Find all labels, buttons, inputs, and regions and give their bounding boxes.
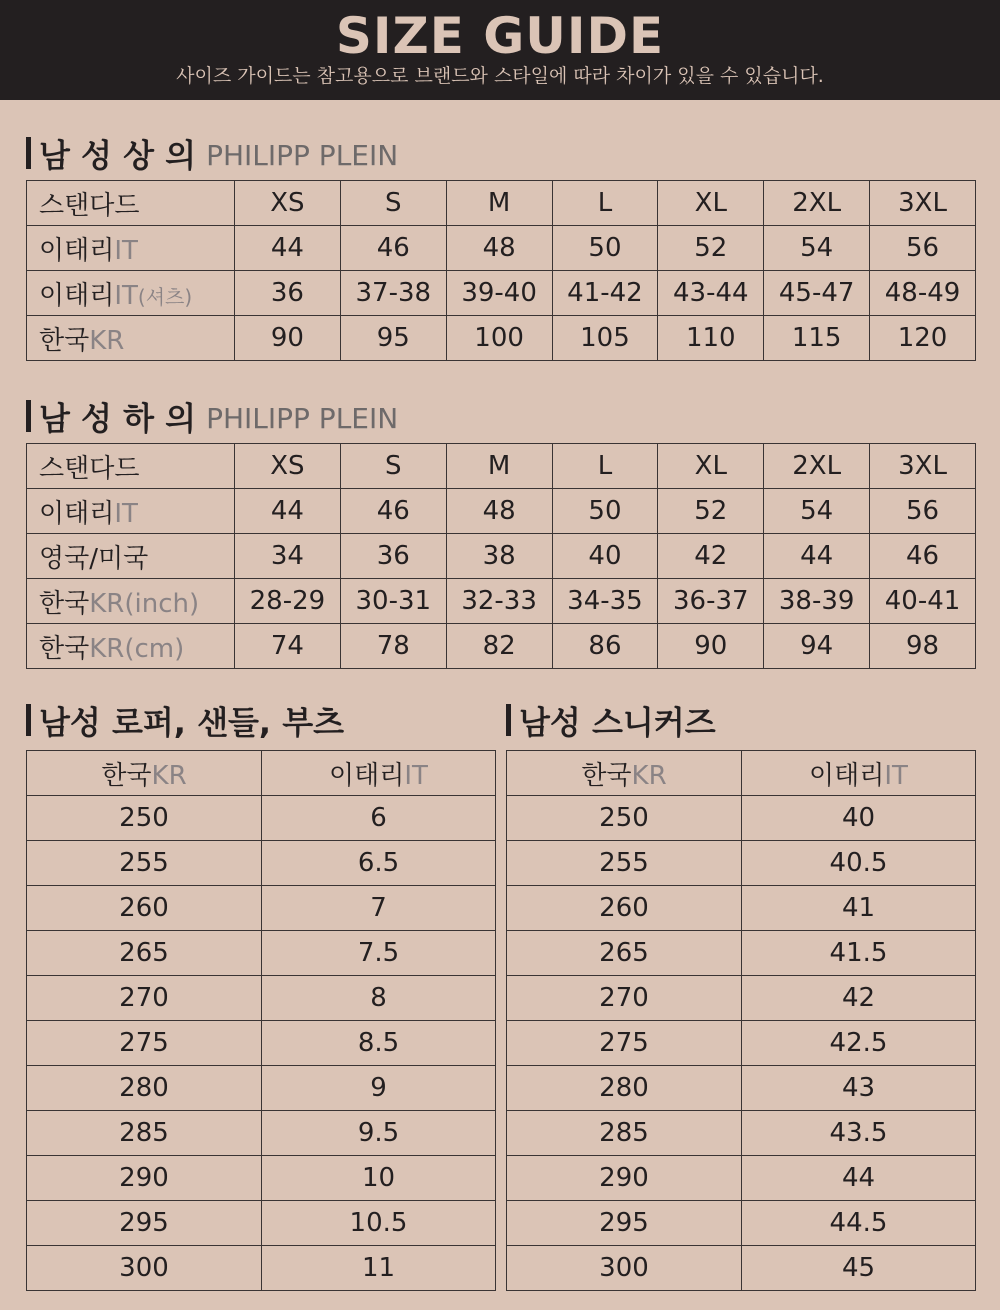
table-cell: 260: [507, 886, 742, 931]
row-label-suffix: IT: [114, 235, 138, 266]
sneakers-section-title: [506, 702, 716, 742]
table-cell: 82: [446, 624, 552, 669]
table-cell: 7.5: [262, 931, 496, 976]
page-title: SIZE GUIDE: [335, 7, 665, 65]
page-header: [0, 0, 1000, 100]
loafers-size-table: [26, 750, 496, 1291]
table-header-row: [27, 751, 496, 796]
table-cell: 90: [658, 624, 764, 669]
table-cell: 98: [870, 624, 976, 669]
table-cell: 300: [507, 1246, 742, 1291]
table-cell: 120: [870, 316, 976, 361]
column-header-text: 이태리: [809, 760, 885, 791]
table-row: [27, 534, 976, 579]
table-cell: 260: [27, 886, 262, 931]
table-cell: 45: [742, 1246, 976, 1291]
table-cell: 78: [340, 624, 446, 669]
table-cell: 50: [552, 226, 658, 271]
table-row: [27, 796, 496, 841]
table-cell: 56: [870, 489, 976, 534]
bottoms-brand: PHILIPP PLEIN: [206, 401, 399, 435]
bottoms-row-label: [27, 489, 235, 534]
table-row: [507, 796, 976, 841]
table-cell: 38: [446, 534, 552, 579]
table-cell: 6: [262, 796, 496, 841]
table-cell: 105: [552, 316, 658, 361]
table-cell: M: [446, 444, 552, 489]
table-row: [507, 841, 976, 886]
table-cell: L: [552, 444, 658, 489]
table-cell: 48-49: [870, 271, 976, 316]
table-cell: 94: [764, 624, 870, 669]
table-row: [507, 1201, 976, 1246]
table-cell: 290: [27, 1156, 262, 1201]
bottoms-size-table: [26, 443, 976, 669]
table-cell: 44: [742, 1156, 976, 1201]
table-row: [507, 1156, 976, 1201]
table-cell: 255: [27, 841, 262, 886]
bottoms-row-label: [27, 624, 235, 669]
table-cell: 280: [507, 1066, 742, 1111]
title-bar-decoration: [26, 400, 31, 432]
table-cell: 40: [742, 796, 976, 841]
table-row: [507, 1246, 976, 1291]
column-header-text: 한국: [101, 760, 152, 791]
table-cell: 46: [340, 489, 446, 534]
table-row: [27, 181, 976, 226]
table-cell: 41-42: [552, 271, 658, 316]
table-row: [507, 1021, 976, 1066]
table-row: [27, 1156, 496, 1201]
sneakers-title: 남성 스니커즈: [519, 703, 716, 742]
table-cell: M: [446, 181, 552, 226]
table-row: [507, 976, 976, 1021]
table-cell: 270: [27, 976, 262, 1021]
table-cell: 285: [507, 1111, 742, 1156]
loafers-column-header: [27, 751, 262, 796]
row-label-text: 이태리: [39, 280, 115, 311]
table-row: [27, 271, 976, 316]
table-row: [27, 976, 496, 1021]
table-cell: 43.5: [742, 1111, 976, 1156]
table-cell: 275: [27, 1021, 262, 1066]
table-cell: 11: [262, 1246, 496, 1291]
table-cell: S: [340, 181, 446, 226]
table-cell: 250: [27, 796, 262, 841]
column-header-suffix: KR: [631, 760, 667, 791]
table-cell: 280: [27, 1066, 262, 1111]
table-cell: 40: [552, 534, 658, 579]
table-cell: 265: [507, 931, 742, 976]
table-cell: 255: [507, 841, 742, 886]
table-row: [27, 931, 496, 976]
table-cell: 50: [552, 489, 658, 534]
table-cell: 2XL: [764, 181, 870, 226]
table-cell: 42: [742, 976, 976, 1021]
table-cell: 100: [446, 316, 552, 361]
row-label-suffix: KR(cm): [89, 633, 185, 664]
table-row: [27, 1111, 496, 1156]
row-label-text: 한국: [39, 325, 90, 356]
column-header-text: 이태리: [329, 760, 405, 791]
table-cell: 74: [235, 624, 341, 669]
column-header-suffix: IT: [884, 760, 908, 791]
sneakers-column-header: [507, 751, 742, 796]
table-header-row: [507, 751, 976, 796]
table-cell: 32-33: [446, 579, 552, 624]
tops-brand: PHILIPP PLEIN: [206, 138, 399, 172]
table-cell: 270: [507, 976, 742, 1021]
table-cell: S: [340, 444, 446, 489]
table-cell: 45-47: [764, 271, 870, 316]
table-cell: 40.5: [742, 841, 976, 886]
tops-section-title: [26, 135, 398, 175]
table-cell: 44.5: [742, 1201, 976, 1246]
table-cell: 30-31: [340, 579, 446, 624]
table-cell: 52: [658, 226, 764, 271]
table-row: [27, 1066, 496, 1111]
table-cell: 48: [446, 226, 552, 271]
table-cell: 40-41: [870, 579, 976, 624]
table-cell: 28-29: [235, 579, 341, 624]
table-cell: 3XL: [870, 444, 976, 489]
row-label-suffix: KR: [89, 325, 125, 356]
table-cell: 38-39: [764, 579, 870, 624]
table-cell: 250: [507, 796, 742, 841]
tops-size-table: [26, 180, 976, 361]
table-cell: 90: [235, 316, 341, 361]
loafers-column-header: [262, 751, 496, 796]
tops-title: 남 성 상 의: [39, 136, 197, 175]
row-label-note: (셔츠): [137, 284, 193, 309]
table-cell: 3XL: [870, 181, 976, 226]
table-cell: 295: [507, 1201, 742, 1246]
table-cell: XL: [658, 444, 764, 489]
table-row: [507, 886, 976, 931]
bottoms-row-label: [27, 579, 235, 624]
bottoms-row-label: [27, 444, 235, 489]
table-row: [27, 579, 976, 624]
table-row: [27, 1021, 496, 1066]
loafers-title: 남성 로퍼, 샌들, 부츠: [39, 703, 345, 742]
table-row: [27, 624, 976, 669]
table-row: [27, 886, 496, 931]
table-cell: 54: [764, 226, 870, 271]
table-cell: 54: [764, 489, 870, 534]
table-cell: 37-38: [340, 271, 446, 316]
table-cell: 39-40: [446, 271, 552, 316]
table-cell: L: [552, 181, 658, 226]
table-cell: 36: [235, 271, 341, 316]
row-label-text: 스탠다드: [39, 190, 140, 221]
row-label-text: 영국/미국: [39, 543, 149, 574]
row-label-text: 스탠다드: [39, 453, 140, 484]
table-cell: 7: [262, 886, 496, 931]
table-cell: 9.5: [262, 1111, 496, 1156]
table-cell: 6.5: [262, 841, 496, 886]
table-cell: 8: [262, 976, 496, 1021]
table-cell: 44: [764, 534, 870, 579]
table-cell: 86: [552, 624, 658, 669]
table-cell: 285: [27, 1111, 262, 1156]
table-cell: 42: [658, 534, 764, 579]
tops-row-label: [27, 271, 235, 316]
title-bar-decoration: [506, 704, 511, 736]
table-cell: 290: [507, 1156, 742, 1201]
table-cell: 275: [507, 1021, 742, 1066]
table-cell: 9: [262, 1066, 496, 1111]
tops-row-label: [27, 181, 235, 226]
bottoms-row-label: [27, 534, 235, 579]
row-label-suffix: KR(inch): [89, 588, 200, 619]
table-cell: 36-37: [658, 579, 764, 624]
bottoms-title: 남 성 하 의: [39, 399, 197, 438]
table-cell: 95: [340, 316, 446, 361]
tops-row-label: [27, 316, 235, 361]
table-cell: XL: [658, 181, 764, 226]
table-cell: 110: [658, 316, 764, 361]
table-cell: 41.5: [742, 931, 976, 976]
table-cell: 42.5: [742, 1021, 976, 1066]
table-cell: 10: [262, 1156, 496, 1201]
loafers-section-title: [26, 702, 344, 742]
table-cell: 46: [870, 534, 976, 579]
table-cell: 8.5: [262, 1021, 496, 1066]
table-cell: 115: [764, 316, 870, 361]
sneakers-size-table: [506, 750, 976, 1291]
row-label-suffix: IT: [114, 280, 138, 311]
page-subtitle: 사이즈 가이드는 참고용으로 브랜드와 스타일에 따라 차이가 있을 수 있습니다.: [176, 65, 824, 87]
title-bar-decoration: [26, 704, 31, 736]
bottoms-section-title: [26, 398, 398, 438]
table-cell: 10.5: [262, 1201, 496, 1246]
table-cell: 52: [658, 489, 764, 534]
table-cell: XS: [235, 181, 341, 226]
table-cell: 46: [340, 226, 446, 271]
table-row: [27, 1201, 496, 1246]
table-row: [27, 226, 976, 271]
table-row: [27, 1246, 496, 1291]
column-header-text: 한국: [581, 760, 632, 791]
row-label-text: 이태리: [39, 235, 115, 266]
column-header-suffix: IT: [404, 760, 428, 791]
table-row: [507, 1111, 976, 1156]
column-header-suffix: KR: [151, 760, 187, 791]
table-cell: 300: [27, 1246, 262, 1291]
table-row: [507, 1066, 976, 1111]
table-cell: 265: [27, 931, 262, 976]
table-cell: 41: [742, 886, 976, 931]
table-row: [27, 489, 976, 534]
table-cell: 295: [27, 1201, 262, 1246]
table-cell: 44: [235, 226, 341, 271]
row-label-text: 이태리: [39, 498, 115, 529]
table-cell: 2XL: [764, 444, 870, 489]
table-cell: 43-44: [658, 271, 764, 316]
sneakers-column-header: [742, 751, 976, 796]
table-row: [27, 841, 496, 886]
table-row: [507, 931, 976, 976]
row-label-suffix: IT: [114, 498, 138, 529]
tops-row-label: [27, 226, 235, 271]
row-label-text: 한국: [39, 633, 90, 664]
table-cell: 34: [235, 534, 341, 579]
table-cell: 43: [742, 1066, 976, 1111]
table-row: [27, 444, 976, 489]
table-cell: 44: [235, 489, 341, 534]
table-cell: 36: [340, 534, 446, 579]
table-cell: 48: [446, 489, 552, 534]
title-bar-decoration: [26, 137, 31, 169]
table-cell: 56: [870, 226, 976, 271]
table-cell: 34-35: [552, 579, 658, 624]
table-cell: XS: [235, 444, 341, 489]
table-row: [27, 316, 976, 361]
row-label-text: 한국: [39, 588, 90, 619]
